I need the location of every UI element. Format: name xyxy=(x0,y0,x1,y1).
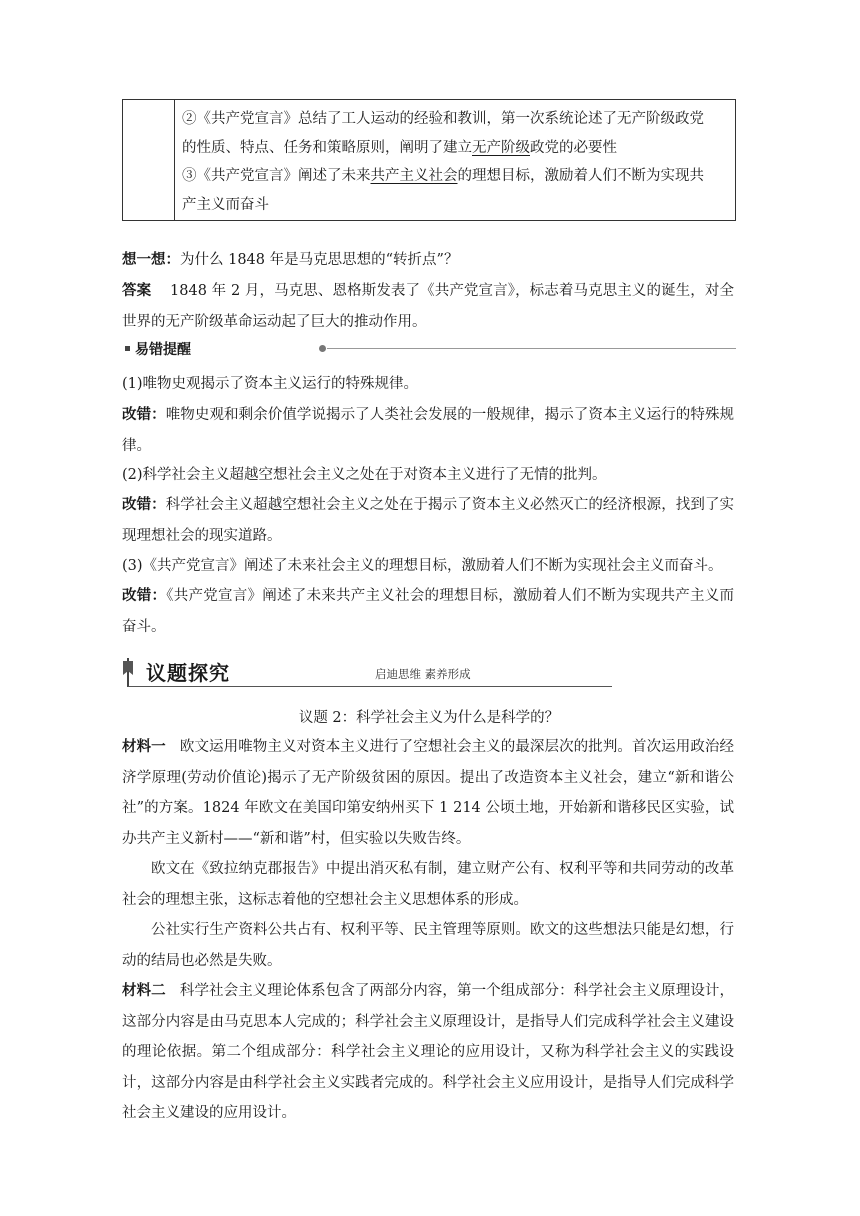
answer-label: 答案 xyxy=(122,283,152,299)
tip-fix-3 xyxy=(122,581,734,642)
table-line: 产主义而奋斗 xyxy=(182,196,269,213)
think-answer xyxy=(122,276,734,337)
tips-heading xyxy=(122,339,736,359)
fix-text: 《共产党宣言》阐述了未来共产主义社会的理想目标，激励着人们不断为实现共产主义而奋斗。 xyxy=(122,588,734,635)
think-question-text: 为什么 1848 年是马克思思想的“转折点”？ xyxy=(180,252,459,268)
tip-wrong-3: (3)《共产党宣言》阐述了未来社会主义的理想目标，激励着人们不断为实现社会主义而奋斗。 xyxy=(122,558,723,574)
material-label: 材料一 xyxy=(122,739,166,755)
material-label: 材料二 xyxy=(122,983,166,999)
tip-wrong-2: (2)科学社会主义超越空想社会主义之处在于对资本主义进行了无情的批判。 xyxy=(122,467,607,483)
table-line: ②《共产党宣言》总结了工人运动的经验和教训，第一次系统论述了无产阶级政党 xyxy=(182,111,704,127)
bookmark-icon xyxy=(122,660,134,678)
table-right-column xyxy=(182,105,729,219)
content-table xyxy=(122,99,736,221)
material-two xyxy=(122,976,734,1129)
banner-subtitle: 启迪思维 素养形成 xyxy=(375,667,471,681)
think-label: 想一想： xyxy=(122,252,180,268)
text-span: ③《共产党宣言》阐述了未来 xyxy=(182,168,371,184)
material-text: 科学社会主义理论体系包含了两部分内容，第一个组成部分：科学社会主义原理设计，这部分内容是由马克思本人完成的；科学社会主义原理设计，是指导人们完成科学社会主义建设的理论依据。第二个组成部分：科学社会主义理论的应用设计，又称为科学社会主义的实践设计，这部分内容是由科学社会主义实践者完成的。科学社会主义应用设计，是指导人们完成科学社会主义建设的应用设计。 xyxy=(122,983,735,1121)
tip-fix-1 xyxy=(122,400,734,461)
divider xyxy=(327,348,736,349)
section-banner xyxy=(122,656,736,690)
text-span: 的理想目标，激励着人们不断为实现共 xyxy=(457,168,704,184)
text-span: 的性质、特点、任务和策略原则，阐明了建立 xyxy=(182,139,472,156)
fix-text: 科学社会主义超越空想社会主义之处在于揭示了资本主义必然灭亡的经济根源，找到了实现理想社会的现实道路。 xyxy=(122,497,735,544)
fix-label: 改错： xyxy=(122,497,166,513)
answer-text: 1848 年 2 月，马克思、恩格斯发表了《共产党宣言》，标志着马克思主义的诞生，对全世界的无产阶级革命运动起了巨大的推动作用。 xyxy=(122,283,734,330)
tip-wrong-1: (1)唯物史观揭示了资本主义运行的特殊规律。 xyxy=(122,376,419,392)
underlined-term: 共产主义社会 xyxy=(370,168,458,184)
material-one xyxy=(122,732,734,854)
material-one-p3: 公社实行生产资料公共占有、权利平等、民主管理等原则。欧文的这些想法只能是幻想，行动的结局也必然是失败。 xyxy=(122,922,734,969)
text-span: 政党的必要性 xyxy=(530,139,617,156)
material-text: 欧文运用唯物主义对资本主义进行了空想社会主义的最深层次的批判。首次运用政治经济学原理(劳动价值论)揭示了无产阶级贫困的原因。提出了改造资本主义社会，建立“新和谐公社”的方案。1824 年欧文在美国印第安纳州买下 1 214 公顷土地，开始新和谐移民区实验，试办共产主义新村——“新和谐”村，但实验以失败告终。 xyxy=(122,739,735,847)
square-bullet-icon xyxy=(125,346,130,351)
material-one-p2: 欧文在《致拉纳克郡报告》中提出消灭私有制，建立财产公有、权利平等和共同劳动的改革社会的理想主张，这标志着他的空想社会主义思想体系的形成。 xyxy=(122,861,734,908)
tips-heading-text: 易错提醒 xyxy=(135,342,191,358)
table-left-column xyxy=(123,100,175,220)
table-line xyxy=(182,162,729,191)
table-line xyxy=(182,134,729,163)
banner-title: 议题探究 xyxy=(146,661,230,685)
tip-fix-2 xyxy=(122,490,734,551)
think-question xyxy=(122,246,736,275)
dot-icon xyxy=(319,345,326,352)
fix-text: 唯物史观和剩余价值学说揭示了人类社会发展的一般规律，揭示了资本主义运行的特殊规律。 xyxy=(122,407,735,454)
fix-label: 改错： xyxy=(122,407,166,423)
underlined-term: 无产阶级 xyxy=(472,139,530,156)
topic-title: 议题 2：科学社会主义为什么是科学的？ xyxy=(298,710,560,726)
fix-label: 改错： xyxy=(122,588,167,604)
